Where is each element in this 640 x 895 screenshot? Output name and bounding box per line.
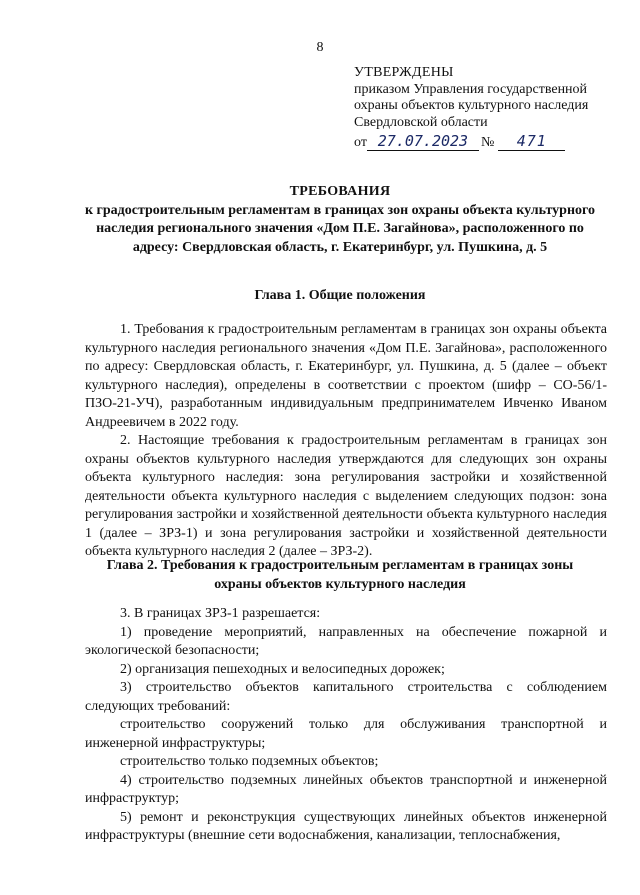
approval-line: охраны объектов культурного наследия <box>354 98 589 113</box>
title-main: ТРЕБОВАНИЯ <box>289 184 391 199</box>
paragraph: 1) проведение мероприятий, направленных на обеспечение пожарной и экологической безопасности; <box>85 624 607 658</box>
title-subtitle: к градостроительным регламентам в границах зон охраны объекта культурного наследия регионального значения «Дом П.Е. Загайнова», расположенного по адресу: Свердловская область, г. Екатеринбург, ул. Пушкина, д. 5 <box>84 202 596 255</box>
approval-line: Свердловской области <box>354 114 488 130</box>
paragraph: 3) строительство объектов капитального строительства с соблюдением следующих требований: <box>85 680 607 714</box>
paragraph: 3. В границах ЗРЗ-1 разрешается: <box>120 606 321 621</box>
handwritten-date: 27.07.2023 <box>367 133 479 151</box>
chapter-2-body <box>85 605 607 846</box>
paragraph: строительство только подземных объектов; <box>120 754 379 769</box>
approval-line: приказом Управления государственной <box>354 81 588 97</box>
chapter-1-heading: Глава 1. Общие положения <box>254 288 426 303</box>
chapter-1-body <box>85 321 607 562</box>
date-prefix: от <box>354 135 367 150</box>
paragraph: 2) организация пешеходных и велосипедных дорожек; <box>120 661 445 677</box>
paragraph: 1. Требования к градостроительным регламентам в границах зон охраны объекта культурного наследия регионального значения «Дом П.Е. Загайнова», расположенного по адресу: Свердловская область, г. Екатеринбург, ул. Пушкина, д. 5 (далее – объект культурного наследия), определены в соответствии с проектом (шифр – СО-56/1-ПЗО-21-УЧ), разработанным индивидуальным предпринимателем Ивченко Иваном Андреевичем в 2022 году. <box>85 322 607 430</box>
paragraph: 2. Настоящие требования к градостроительным регламентам в границах зон охраны объектов культурного наследия утверждаются для следующих зон охраны объекта культурного наследия: зона регулирования застройки и хозяйственной деятельности объекта культурного наследия с выделением следующих подзон: зона регулирования застройки и хозяйственной деятельности объекта культурного наследия 1 (далее – ЗРЗ-1) и зона регулирования застройки и хозяйственной деятельности объекта культурного наследия 2 (далее – ЗРЗ-2). <box>85 433 607 559</box>
approval-block <box>354 65 614 152</box>
paragraph: строительство сооружений только для обслуживания транспортной и инженерной инфраструктуры; <box>85 717 607 751</box>
handwritten-number: 471 <box>498 133 565 151</box>
page-number: 8 <box>316 40 324 55</box>
paragraph: 4) строительство подземных линейных объектов транспортной и инженерной инфраструктур; <box>85 772 607 806</box>
number-sign: № <box>480 135 495 150</box>
approval-heading: УТВЕРЖДЕНЫ <box>354 65 454 80</box>
document-title <box>80 183 600 257</box>
chapter-2-heading: Глава 2. Требования к градостроительным регламентам в границах зоны охраны объектов культурного наследия <box>106 558 574 592</box>
approval-date-row <box>354 133 614 152</box>
paragraph: 5) ремонт и реконструкция существующих линейных объектов инженерной инфраструктуры (внешние сети водоснабжения, канализации, теплоснабжения, <box>85 809 607 843</box>
